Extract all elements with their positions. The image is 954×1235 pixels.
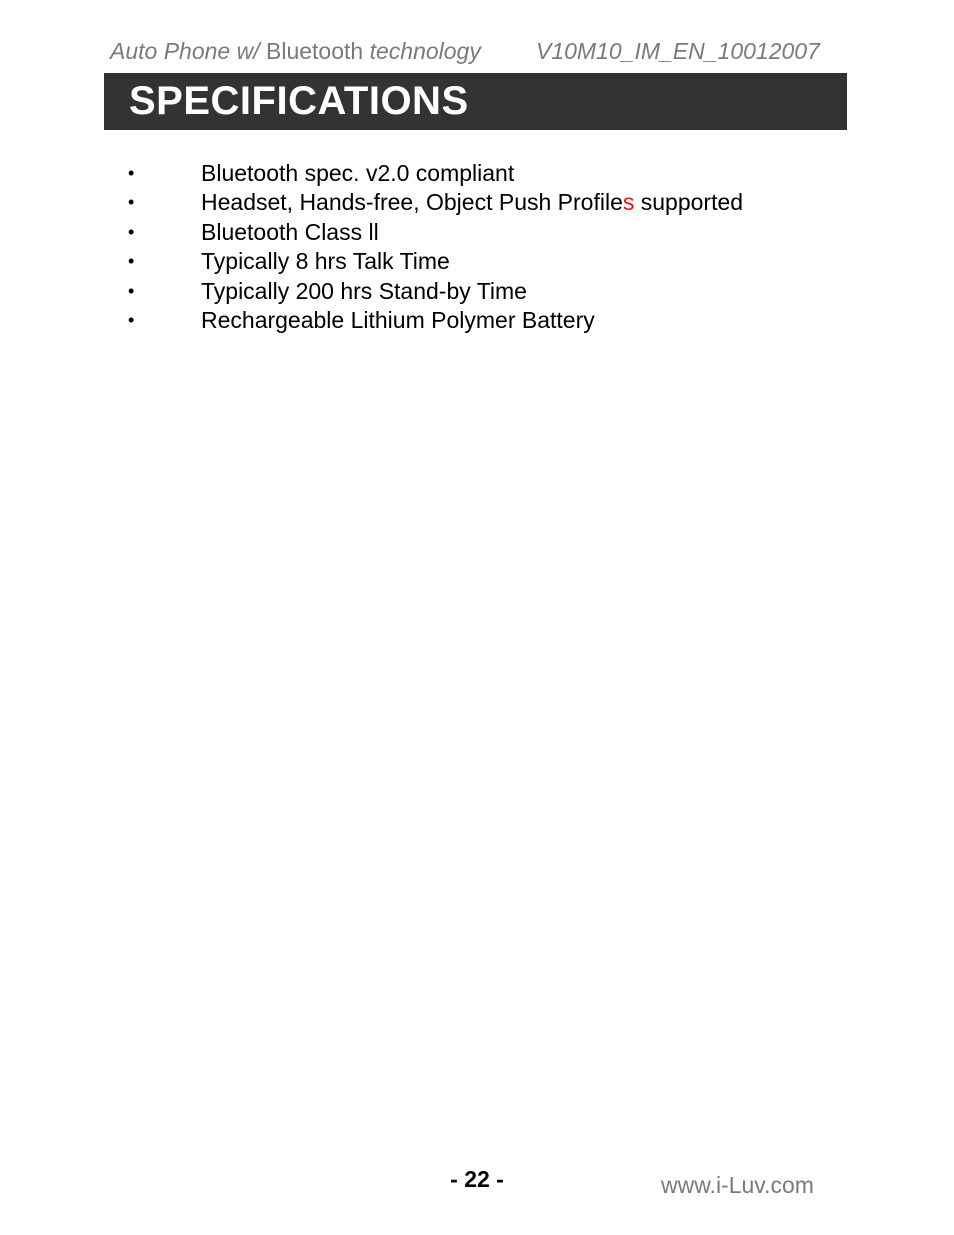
title-bar (104, 73, 847, 130)
spec-text: Rechargeable Lithium Polymer Battery (201, 306, 595, 333)
spec-text-before: Headset, Hands-free, Object Push Profile (201, 189, 623, 216)
spec-text: Bluetooth Class ll (201, 218, 379, 245)
running-header (110, 38, 834, 65)
bullet-icon: • (128, 309, 135, 330)
header-product-suffix: technology (369, 38, 481, 64)
spec-text-highlight: s (622, 189, 635, 216)
spec-text: Bluetooth spec. v2.0 compliant (201, 160, 515, 186)
page-number: - 22 - (450, 1166, 504, 1192)
spec-text (201, 188, 743, 217)
bullet-icon: • (128, 163, 135, 183)
spec-text: Typically 8 hrs Talk Time (201, 248, 450, 275)
spec-text-after: supported (634, 189, 744, 216)
header-doc-id: V10M10_IM_EN_10012007 (536, 38, 820, 64)
spec-text: Typically 200 hrs Stand-by Time (201, 277, 527, 304)
bullet-icon: • (128, 221, 135, 242)
header-product-middle: Bluetooth (266, 38, 364, 64)
page-title: SPECIFICATIONS (129, 79, 469, 123)
bullet-icon: • (128, 251, 135, 272)
header-product-prefix: Auto Phone w/ (110, 38, 260, 64)
bullet-icon: • (128, 192, 135, 213)
footer-url: www.i-Luv.com (661, 1172, 814, 1198)
bullet-icon: • (128, 280, 135, 301)
